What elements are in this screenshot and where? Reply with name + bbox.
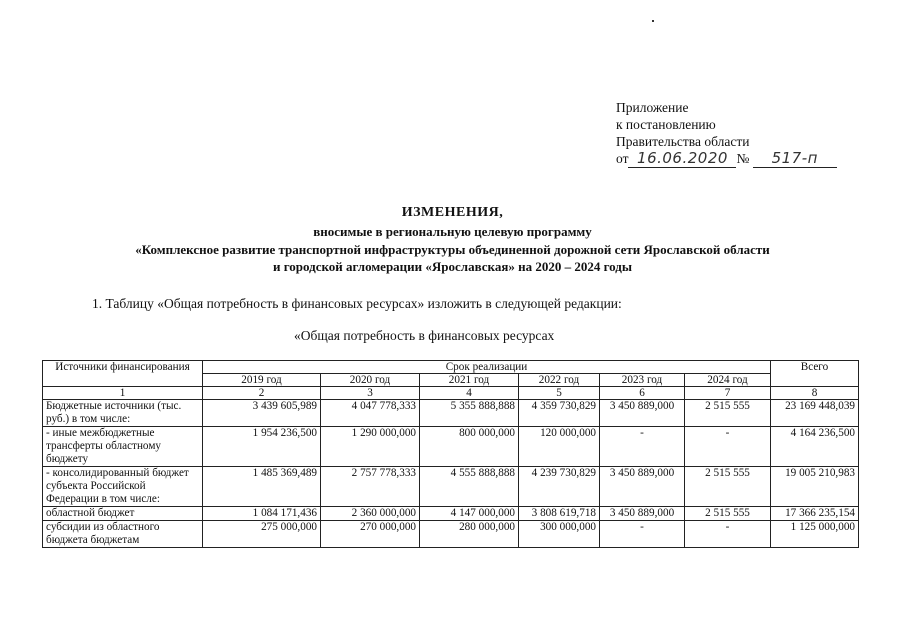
handwritten-number: 517-п [753, 150, 837, 168]
row-label: - консолидированный бюджет субъекта Российской Федерации в том числе: [43, 467, 203, 507]
financing-table [42, 360, 859, 548]
document-subtitle-1: вносимые в региональную целевую программу [313, 224, 592, 239]
table-cell: 270 000,000 [321, 521, 420, 548]
table-cell: 17 366 235,154 [771, 507, 859, 521]
column-number: 5 [519, 387, 600, 400]
row-label: областной бюджет [43, 507, 203, 521]
header-total: Всего [771, 361, 859, 387]
table-cell: 300 000,000 [519, 521, 600, 548]
table-cell: 2 515 555 [685, 400, 771, 427]
table-cell: 4 147 000,000 [420, 507, 519, 521]
table-cell: 800 000,000 [420, 427, 519, 467]
appendix-line-3: Правительства области [616, 134, 750, 149]
row-label: - иные межбюджетные трансферты областному бюджету [43, 427, 203, 467]
column-number: 2 [203, 387, 321, 400]
header-year: 2024 год [685, 374, 771, 387]
scan-speck [652, 20, 654, 22]
table-cell: 4 047 778,333 [321, 400, 420, 427]
column-number: 6 [600, 387, 685, 400]
document-subtitle-3: и городской агломерации «Ярославская» на 2020 – 2024 годы [272, 259, 633, 274]
table-cell: 2 360 000,000 [321, 507, 420, 521]
table-caption: «Общая потребность в финансовых ресурсах [294, 328, 555, 343]
table-row [43, 400, 859, 427]
table-cell: 1 125 000,000 [771, 521, 859, 548]
table-row [43, 467, 859, 507]
header-year: 2019 год [203, 374, 321, 387]
header-year: 2022 год [519, 374, 600, 387]
header-year: 2020 год [321, 374, 420, 387]
amendment-paragraph: 1. Таблицу «Общая потребность в финансовых ресурсах» изложить в следующей редакции: [92, 296, 622, 311]
table-cell: 4 164 236,500 [771, 427, 859, 467]
column-number: 1 [43, 387, 203, 400]
table-cell: 3 450 889,000 [600, 467, 685, 507]
table-cell: 23 169 448,039 [771, 400, 859, 427]
table-row [43, 521, 859, 548]
table-cell: 2 515 555 [685, 507, 771, 521]
row-label: субсидии из областного бюджета бюджетам [43, 521, 203, 548]
column-number: 7 [685, 387, 771, 400]
table-cell: - [685, 521, 771, 548]
header-period: Срок реализации [203, 361, 771, 374]
table-cell: - [600, 427, 685, 467]
table-cell: 1 084 171,436 [203, 507, 321, 521]
table-cell: 1 954 236,500 [203, 427, 321, 467]
header-year: 2023 год [600, 374, 685, 387]
table-cell: - [685, 427, 771, 467]
table-cell: 3 808 619,718 [519, 507, 600, 521]
header-source: Источники финансирования [43, 361, 203, 387]
number-label: № [736, 151, 750, 166]
appendix-line-1: Приложение [616, 100, 689, 115]
document-subtitle-2: «Комплексное развитие транспортной инфраструктуры объединенной дорожной сети Ярославской области [135, 242, 770, 257]
table-cell: 280 000,000 [420, 521, 519, 548]
header-year: 2021 год [420, 374, 519, 387]
table-cell: 275 000,000 [203, 521, 321, 548]
table-cell: 2 515 555 [685, 467, 771, 507]
header-row-1 [43, 361, 859, 374]
column-number: 8 [771, 387, 859, 400]
table-cell: 19 005 210,983 [771, 467, 859, 507]
table-cell: 3 450 889,000 [600, 507, 685, 521]
appendix-date-line [616, 150, 837, 168]
table-cell: 4 555 888,888 [420, 467, 519, 507]
table-cell: 1 485 369,489 [203, 467, 321, 507]
table-cell: 3 450 889,000 [600, 400, 685, 427]
table-row [43, 507, 859, 521]
from-label: от [616, 151, 629, 166]
table-row [43, 427, 859, 467]
handwritten-date: 16.06.2020 [628, 150, 736, 168]
table-cell: - [600, 521, 685, 548]
table-cell: 5 355 888,888 [420, 400, 519, 427]
document-title: ИЗМЕНЕНИЯ, [401, 205, 504, 220]
column-number: 4 [420, 387, 519, 400]
table-cell: 1 290 000,000 [321, 427, 420, 467]
table-cell: 120 000,000 [519, 427, 600, 467]
table-cell: 3 439 605,989 [203, 400, 321, 427]
column-number-row [43, 387, 859, 400]
table-cell: 4 239 730,829 [519, 467, 600, 507]
table-cell: 4 359 730,829 [519, 400, 600, 427]
row-label: Бюджетные источники (тыс. руб.) в том числе: [43, 400, 203, 427]
appendix-line-2: к постановлению [616, 117, 716, 132]
appendix-block [616, 99, 837, 168]
column-number: 3 [321, 387, 420, 400]
table-cell: 2 757 778,333 [321, 467, 420, 507]
